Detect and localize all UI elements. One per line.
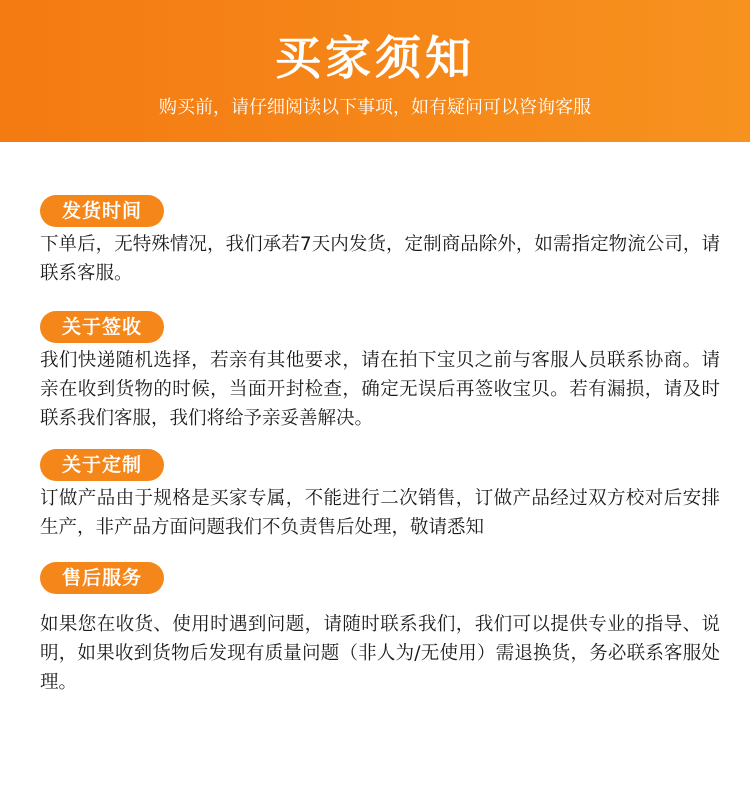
header-banner [0, 0, 750, 142]
section-after-sales [40, 562, 720, 697]
section-label-delivery-receipt: 关于签收 [40, 311, 164, 343]
page-title: 买家须知 [275, 31, 475, 85]
section-text-after-sales: 如果您在收货、使用时遇到问题，请随时联系我们，我们可以提供专业的指导、说明，如果收到货物后发现有质量问题（非人为/无使用）需退换货，务必联系客服处理。 [40, 614, 720, 693]
section-label-after-sales: 售后服务 [40, 562, 164, 594]
section-delivery-receipt [40, 311, 720, 433]
page-subtitle: 购买前，请仔细阅读以下事项，如有疑问可以咨询客服 [159, 97, 591, 118]
section-customization [40, 449, 720, 542]
section-text-shipping-time: 下单后，无特殊情况，我们承若7天内发货，定制商品除外，如需指定物流公司，请联系客服。 [40, 234, 720, 284]
section-shipping-time [40, 195, 720, 288]
section-label-shipping-time: 发货时间 [40, 195, 164, 227]
section-label-customization: 关于定制 [40, 449, 164, 481]
section-text-delivery-receipt: 我们快递随机选择，若亲有其他要求，请在拍下宝贝之前与客服人员联系协商。请亲在收到货物的时候，当面开封检查，确定无误后再签收宝贝。若有漏损，请及时联系我们客服，我们将给予亲妥善解决。 [40, 350, 720, 429]
section-text-customization: 订做产品由于规格是买家专属，不能进行二次销售，订做产品经过双方校对后安排生产，非产品方面问题我们不负责售后处理，敬请悉知 [40, 488, 720, 538]
